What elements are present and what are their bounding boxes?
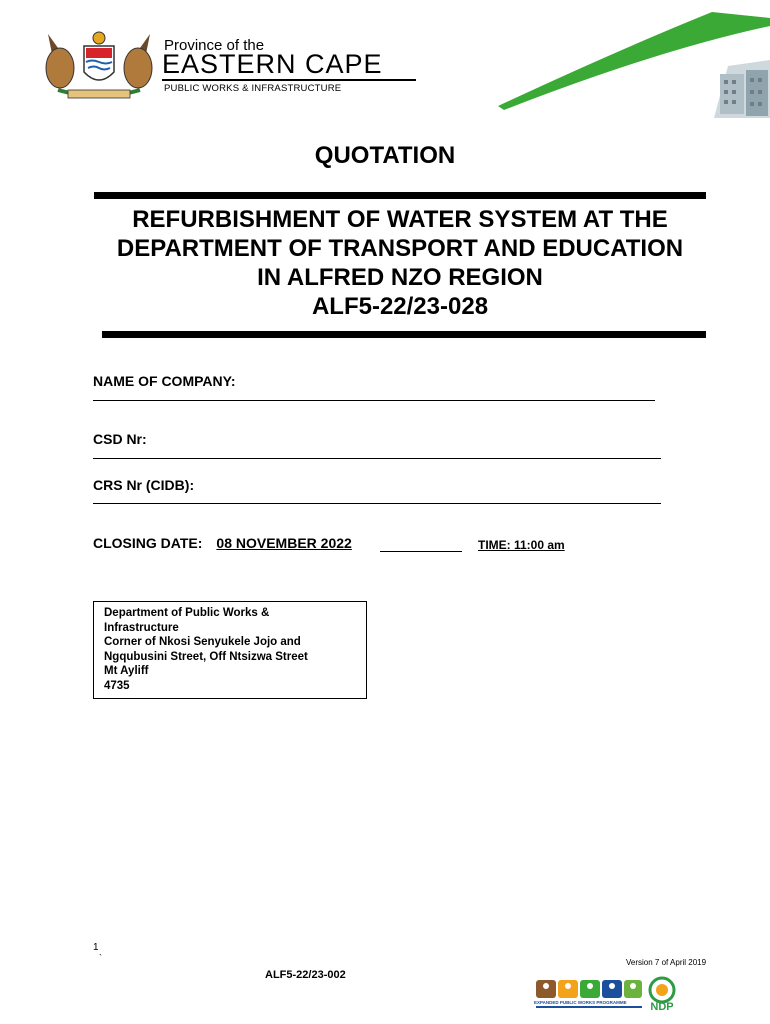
address-line: 4735 xyxy=(104,679,130,692)
address-box xyxy=(93,601,367,699)
title-rule-top xyxy=(94,192,706,199)
epwp-caption: EXPANDED PUBLIC WORKS PROGRAMME xyxy=(534,1000,627,1005)
epwp-logo-icon xyxy=(534,976,644,1012)
project-title xyxy=(60,205,740,321)
address-line: Department of Public Works & xyxy=(104,607,270,619)
crs-number-line xyxy=(93,503,661,504)
address-line: Ngqubusini Street, Off Ntsizwa Street xyxy=(104,650,308,663)
company-name-line xyxy=(93,400,655,401)
project-title-line: IN ALFRED NZO REGION xyxy=(257,264,543,291)
footer-mark: ` xyxy=(99,953,102,963)
project-title-line: DEPARTMENT OF TRANSPORT AND EDUCATION xyxy=(116,235,684,262)
closing-date-label: CLOSING DATE: xyxy=(93,535,203,551)
address-line: Infrastructure xyxy=(104,621,179,634)
company-name-label: NAME OF COMPANY: xyxy=(93,373,236,389)
page-number: 1 xyxy=(93,942,99,953)
closing-time: TIME: 11:00 am xyxy=(478,538,565,552)
coat-of-arms-icon xyxy=(38,28,160,102)
closing-date-underline xyxy=(380,551,462,552)
crs-number-label: CRS Nr (CIDB): xyxy=(93,477,195,493)
footer-reference: ALF5-22/23-002 xyxy=(265,969,346,981)
province-name: EASTERN CAPE xyxy=(162,49,383,79)
ndp-label: NDP xyxy=(650,1001,674,1012)
building-swoosh-graphic xyxy=(498,10,770,118)
document-title: QUOTATION xyxy=(314,142,456,169)
closing-date-value: 08 NOVEMBER 2022 xyxy=(216,535,352,551)
address-line: Corner of Nkosi Senyukele Jojo and xyxy=(104,636,301,648)
project-title-line: REFURBISHMENT OF WATER SYSTEM AT THE xyxy=(132,206,668,233)
address-line: Mt Ayliff xyxy=(104,665,149,677)
closing-date-row xyxy=(93,535,366,551)
department-name: PUBLIC WORKS & INFRASTRUCTURE xyxy=(164,83,342,94)
project-reference: ALF5-22/23-028 xyxy=(311,293,489,320)
title-rule-bottom xyxy=(102,331,706,338)
province-line: Province of the xyxy=(164,37,265,54)
ndp-logo-icon xyxy=(644,976,680,1012)
header-divider xyxy=(162,79,416,81)
csd-number-line xyxy=(93,458,661,459)
version-note: Version 7 of April 2019 xyxy=(626,958,707,967)
csd-number-label: CSD Nr: xyxy=(93,431,147,447)
